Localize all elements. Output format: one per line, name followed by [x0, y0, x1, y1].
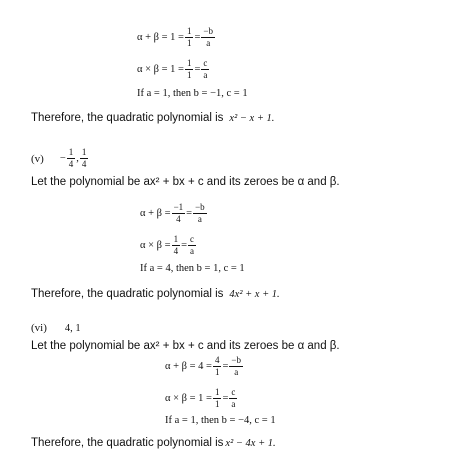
vi-sum-f1-den: 1 [214, 367, 220, 377]
v-product-equation [140, 235, 197, 256]
vi-intro: Let the polynomial be ax² + bx + c and its zeroes be α and β. [31, 340, 340, 352]
vi-sum-lhs: α + β = 4 = [165, 361, 212, 372]
vi-sum-f2-den: a [234, 367, 239, 377]
iv-sum-f2-num: −b [203, 26, 213, 36]
v-prod-lhs: α × β = [140, 240, 171, 251]
v-zero1-den: 4 [68, 159, 74, 169]
v-zero-sep: , [76, 153, 79, 164]
iv-prod-f2-num: c [203, 58, 208, 68]
iv-sum-equation [137, 27, 216, 48]
iv-sum-fraction-2 [201, 27, 215, 48]
v-conclusion-poly: 4x² + x + 1. [229, 288, 280, 300]
v-sum-equation [140, 203, 208, 224]
iv-sum-f2-den: a [206, 38, 211, 48]
vi-sum-eq: = [222, 361, 229, 372]
v-conclusion-text: Therefore, the quadratic polynomial is [31, 288, 224, 300]
v-sum-lhs: α + β = [140, 208, 171, 219]
iv-conclusion [31, 112, 274, 124]
iv-prod-f2-den: a [203, 70, 208, 80]
v-prod-f1-den: 4 [173, 246, 179, 256]
iv-sum-f1-num: 1 [186, 26, 192, 36]
iv-conclusion-poly: x² − x + 1. [229, 112, 275, 124]
iv-sum-lhs: α + β = 1 = [137, 32, 184, 43]
v-zero2-den: 4 [81, 159, 87, 169]
iv-prod-f1-den: 1 [186, 70, 192, 80]
iv-prod-fraction-2 [201, 59, 209, 80]
v-header [31, 148, 89, 169]
vi-conclusion-poly: x² − 4x + 1. [225, 437, 276, 449]
iv-sum-f1-den: 1 [186, 38, 192, 48]
vi-sum-fraction-1 [213, 356, 222, 377]
v-prod-fraction-2 [188, 235, 196, 256]
vi-prod-f2-den: a [231, 399, 236, 409]
v-sum-f1-den: 4 [176, 214, 181, 224]
v-label: (v) [31, 152, 44, 165]
iv-prod-f1-num: 1 [186, 58, 192, 68]
iv-sum-eq: = [194, 32, 201, 43]
vi-sum-f1-num: 4 [214, 355, 220, 365]
vi-prod-fraction-1 [213, 388, 222, 409]
vi-conclusion-text: Therefore, the quadratic polynomial is [31, 437, 224, 449]
v-sum-eq: = [186, 208, 193, 219]
v-sum-fraction-1 [172, 203, 186, 224]
iv-prod-lhs: α × β = 1 = [137, 64, 184, 75]
v-zero-sign: − [59, 153, 66, 164]
vi-prod-f2-num: c [231, 387, 236, 397]
iv-product-equation [137, 59, 210, 80]
vi-zeroes: 4, 1 [64, 322, 81, 334]
v-zero1-num: 1 [68, 147, 74, 157]
v-zero2-num: 1 [81, 147, 87, 157]
iv-conclusion-text: Therefore, the quadratic polynomial is [31, 112, 224, 124]
v-sum-f1-num: −1 [173, 202, 184, 212]
iv-prod-fraction-1 [185, 59, 194, 80]
v-sum-f2-den: a [197, 214, 202, 224]
v-sum-f2-num: −b [195, 202, 205, 212]
v-prod-eq: = [181, 240, 187, 251]
vi-sum-fraction-2 [229, 356, 243, 377]
v-prod-f2-num: c [189, 234, 194, 244]
vi-sum-f2-num: −b [231, 355, 241, 365]
iv-sum-fraction-1 [185, 27, 194, 48]
vi-if-then: If a = 1, then b = −4, c = 1 [165, 415, 276, 426]
v-sum-fraction-2 [193, 203, 207, 224]
iv-if-then: If a = 1, then b = −1, c = 1 [137, 88, 248, 99]
vi-label: (vi) [31, 322, 47, 334]
v-conclusion [31, 288, 280, 300]
vi-prod-eq: = [222, 393, 229, 404]
v-prod-fraction-1 [172, 235, 181, 256]
iv-prod-eq: = [194, 64, 201, 75]
v-prod-f2-den: a [189, 246, 194, 256]
v-intro: Let the polynomial be ax² + bx + c and its zeroes be α and β. [31, 176, 340, 188]
v-zero-1 [67, 148, 76, 169]
v-if-then: If a = 4, then b = 1, c = 1 [140, 263, 245, 274]
vi-prod-lhs: α × β = 1 = [165, 393, 212, 404]
v-zero-2 [80, 148, 89, 169]
vi-prod-f1-den: 1 [214, 399, 220, 409]
v-prod-f1-num: 1 [173, 234, 179, 244]
vi-product-equation [165, 388, 238, 409]
vi-conclusion [31, 437, 276, 449]
vi-prod-f1-num: 1 [214, 387, 220, 397]
vi-prod-fraction-2 [229, 388, 237, 409]
vi-header [31, 322, 81, 334]
vi-sum-equation [165, 356, 244, 377]
